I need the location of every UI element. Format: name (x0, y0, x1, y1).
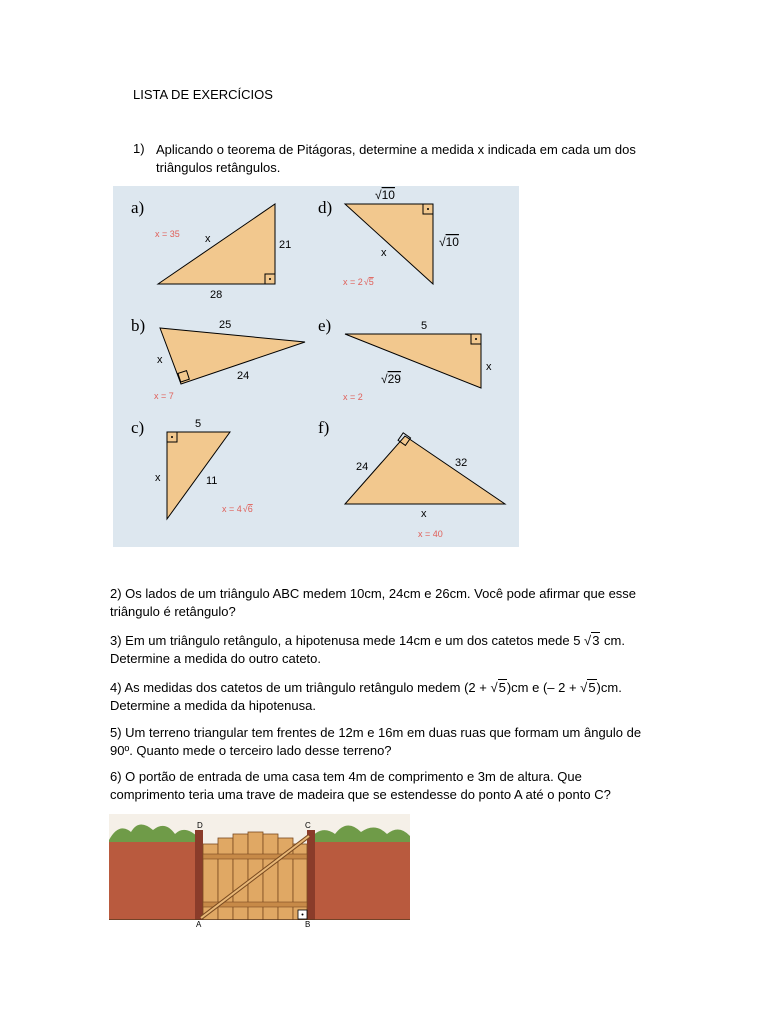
triangle-a-answer: x = 35 (155, 229, 180, 239)
triangle-b-answer: x = 7 (154, 391, 174, 401)
triangle-f-side2: 32 (455, 457, 468, 469)
question-1-text: Aplicando o teorema de Pitágoras, determine a medida x indicada em cada um dos triângulos retângulos. (156, 142, 636, 175)
triangle-f-answer: x = 40 (418, 529, 443, 539)
point-a-label: A (196, 920, 202, 928)
wall-right (309, 842, 410, 920)
triangle-c-x: x (155, 472, 161, 484)
label-f: f) (318, 418, 330, 437)
gate-figure (109, 814, 410, 928)
label-e: e) (318, 316, 332, 335)
pillar-left (195, 830, 203, 920)
question-4: 4) As medidas dos catetos de um triângulo retângulo medem (2 + √5)cm e (– 2 + √5)cm. Determine a medida da hipotenusa. (110, 680, 622, 713)
page-title: LISTA DE EXERCÍCIOS (133, 87, 273, 102)
triangle-c-answer: x = 4√6 (222, 504, 253, 514)
wall-left (109, 842, 201, 920)
triangle-b-x: x (157, 354, 163, 366)
point-d-label: D (197, 821, 203, 830)
triangle-e-side2: √29 (381, 372, 401, 386)
question-6: 6) O portão de entrada de uma casa tem 4m de comprimento e 3m de altura. Que comprimento teria uma trave de madeira que se estendesse do ponto A até o ponto C? (110, 769, 611, 802)
triangle-e-side1: 5 (421, 320, 428, 332)
triangle-d-side1: √10 (375, 188, 395, 202)
triangle-a-side1: 21 (279, 239, 292, 251)
triangle-a-x: x (205, 233, 211, 245)
point-c-label: C (305, 821, 311, 830)
triangle-e-answer: x = 2 (343, 392, 363, 402)
triangle-d-side2: √10 (439, 235, 459, 249)
triangle-c-side1: 5 (195, 418, 202, 430)
triangle-e-x: x (486, 361, 492, 373)
triangle-b-side2: 24 (237, 370, 250, 382)
question-3: 3) Em um triângulo retângulo, a hipotenusa mede 14cm e um dos catetos mede 5 √3 cm. Determine a medida do outro cateto. (110, 633, 625, 666)
triangle-f-x: x (421, 508, 427, 520)
question-2: 2) Os lados de um triângulo ABC medem 10cm, 24cm e 26cm. Você pode afirmar que esse triângulo é retângulo? (110, 586, 637, 619)
triangle-f-side1: 24 (356, 461, 369, 473)
triangle-d-x: x (381, 247, 387, 259)
label-c: c) (131, 418, 145, 437)
triangle-d-answer: x = 2√5 (343, 277, 374, 287)
triangle-c-side2: 11 (206, 475, 218, 487)
point-b-label: B (305, 920, 311, 928)
pillar-right (307, 830, 315, 920)
triangles-figure (113, 186, 519, 547)
label-b: b) (131, 316, 146, 335)
question-1-number: 1) (133, 141, 145, 156)
label-a: a) (131, 198, 145, 217)
label-d: d) (318, 198, 333, 217)
triangle-b-side1: 25 (219, 319, 232, 331)
question-5: 5) Um terreno triangular tem frentes de 12m e 16m em duas ruas que formam um ângulo de 90º. Quanto mede o terceiro lado desse terreno? (110, 725, 642, 758)
triangle-a-side2: 28 (210, 289, 223, 301)
rail-top (203, 854, 307, 859)
